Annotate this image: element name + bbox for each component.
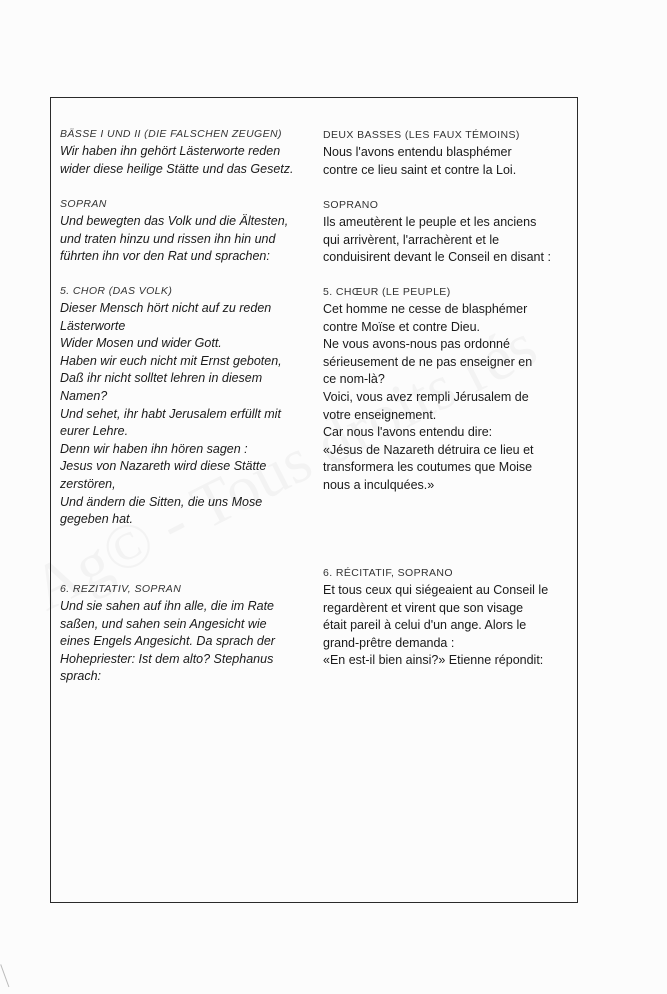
text-line: eurer Lehre. xyxy=(60,424,129,439)
text-line: votre enseignement. xyxy=(323,407,437,422)
text-line: eines Engels Angesicht. Da sprach der xyxy=(60,634,275,649)
section-heading: SOPRANO xyxy=(323,199,379,211)
text-line: saßen, und sahen sein Angesicht wie xyxy=(60,616,267,631)
text-line: était pareil à celui d'un ange. Alors le xyxy=(323,618,527,633)
text-line: Dieser Mensch hört nicht auf zu reden xyxy=(60,301,272,315)
german-section-sopran xyxy=(60,196,308,266)
text-line: zerstören, xyxy=(60,476,116,491)
text-line: Und sie sahen auf ihn alle, die im Rate xyxy=(60,599,275,613)
text-line: gegeben hat. xyxy=(60,512,133,527)
text-line: conduisirent devant le Conseil en disant : xyxy=(323,250,551,265)
text-line: Haben wir euch nicht mit Ernst geboten, xyxy=(60,353,282,368)
text-line: contre Moïse et contre Dieu. xyxy=(323,319,481,334)
text-line: regardèrent et virent que son visage xyxy=(323,600,524,615)
text-line: transformera les coutumes que Moise xyxy=(323,460,533,475)
text-line: und traten hinzu und rissen ihn hin und xyxy=(60,231,276,246)
french-section-basses xyxy=(323,127,577,179)
french-section-soprano xyxy=(323,197,577,267)
french-section-choeur xyxy=(323,284,577,495)
text-line: sérieusement de ne pas enseigner en xyxy=(323,354,533,369)
text-line: Car nous l'avons entendu dire: xyxy=(323,425,493,440)
text-line: Und bewegten das Volk und die Ältesten, xyxy=(60,214,289,228)
section-heading: DEUX BASSES (LES FAUX TÉMOINS) xyxy=(323,129,520,141)
text-line: Hohepriester: Ist dem alto? Stephanus xyxy=(60,651,274,666)
german-section-rezitativ xyxy=(60,581,308,686)
text-line: qui arrivèrent, l'arrachèrent et le xyxy=(323,232,500,247)
text-line: contre ce lieu saint et contre la Loi. xyxy=(323,162,517,177)
text-line: nous a inculquées.» xyxy=(323,477,435,492)
text-line: sprach: xyxy=(60,669,101,684)
text-line: Und ändern die Sitten, die uns Mose xyxy=(60,494,263,509)
text-line: Daß ihr nicht solltet lehren in diesem xyxy=(60,371,263,386)
text-line: Ils ameutèrent le peuple et les anciens xyxy=(323,215,537,229)
text-line: Et tous ceux qui siégeaient au Conseil le xyxy=(323,583,549,597)
text-line: Wider Mosen und wider Gott. xyxy=(60,336,222,351)
text-line: Voici, vous avez rempli Jérusalem de xyxy=(323,389,529,404)
text-line: «Jésus de Nazareth détruira ce lieu et xyxy=(323,442,534,457)
text-line: Nous l'avons entendu blasphémer xyxy=(323,145,512,159)
section-heading: 5. CHŒUR (LE PEUPLE) xyxy=(323,286,451,298)
section-heading: SOPRAN xyxy=(60,198,107,210)
text-line: Jesus von Nazareth wird diese Stätte xyxy=(60,459,267,474)
section-heading: 5. CHOR (DAS VOLK) xyxy=(60,285,173,297)
text-line: führten ihn vor den Rat und sprachen: xyxy=(60,249,270,264)
text-line: Wir haben ihn gehört Lästerworte reden xyxy=(60,144,281,158)
section-heading: 6. REZITATIV, SOPRAN xyxy=(60,583,182,595)
text-line: «En est-il bien ainsi?» Etienne répondit: xyxy=(323,653,544,668)
text-line: Cet homme ne cesse de blasphémer xyxy=(323,302,528,316)
german-section-chor xyxy=(60,283,308,529)
french-section-recitatif xyxy=(323,565,577,670)
text-line: Und sehet, ihr habt Jerusalem erfüllt mit xyxy=(60,406,281,421)
german-section-basses xyxy=(60,126,308,178)
text-line: ce nom-là? xyxy=(323,372,385,387)
text-line: grand-prêtre demanda : xyxy=(323,635,455,650)
scan-mark xyxy=(0,961,19,987)
text-line: Denn wir haben ihn hören sagen : xyxy=(60,441,248,456)
section-heading: 6. RÉCITATIF, SOPRANO xyxy=(323,567,453,579)
text-line: Lästerworte xyxy=(60,318,126,333)
text-line: Namen? xyxy=(60,388,108,403)
text-line: wider diese heilige Stätte und das Gesetz. xyxy=(60,161,294,176)
section-heading: BÄSSE I UND II (DIE FALSCHEN ZEUGEN) xyxy=(60,128,282,140)
text-line: Ne vous avons-nous pas ordonné xyxy=(323,337,510,352)
